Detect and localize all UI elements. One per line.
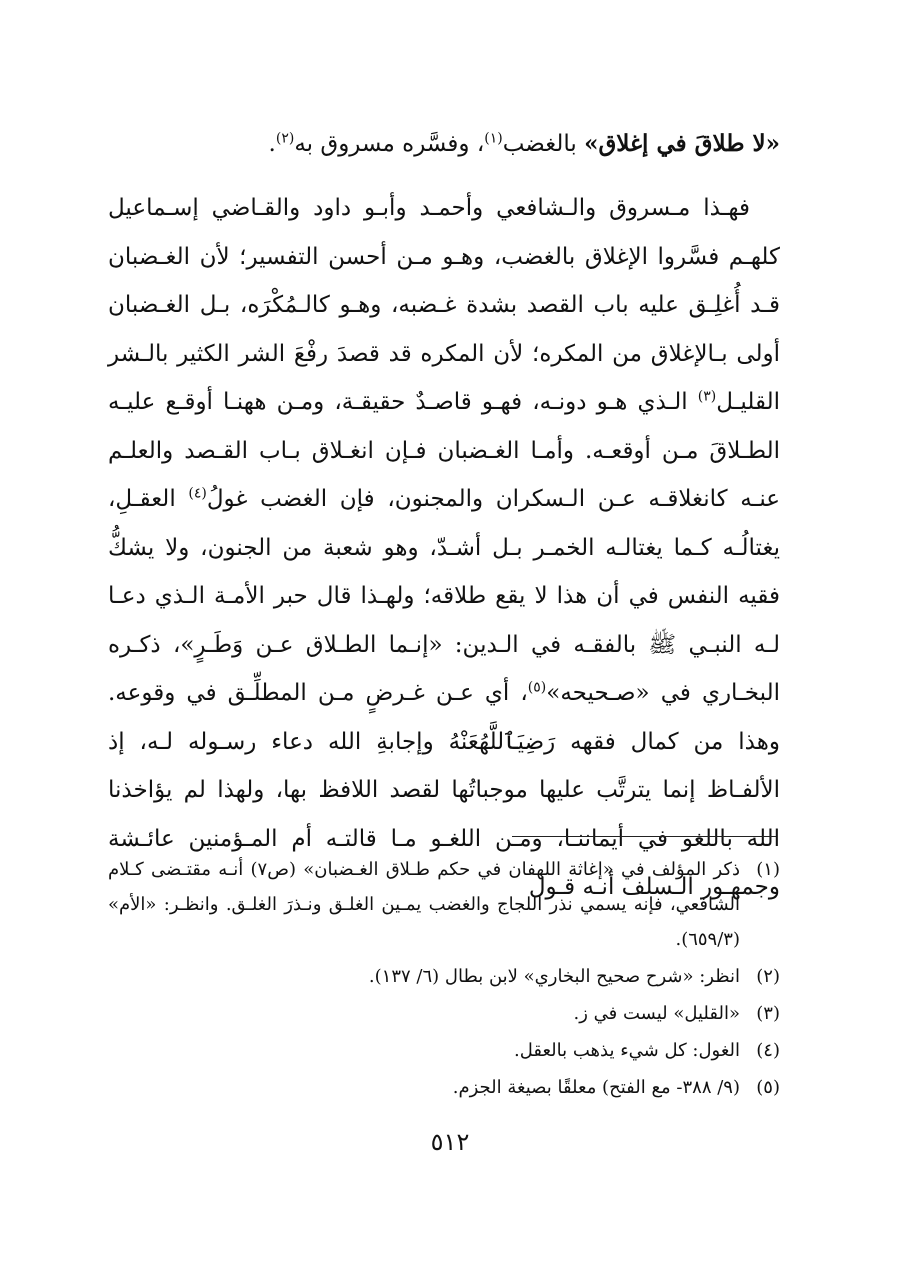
- footnote-item-2: [108, 959, 780, 994]
- footnote-text: (٩/ ٣٨٨- مع الفتح) معلقًا بصيغة الجزم.: [452, 1077, 740, 1098]
- footnote-text: الغول: كل شيء يذهب بالعقل.: [514, 1040, 740, 1061]
- opening-text-a: بالغضب: [502, 131, 585, 157]
- footnote-number: (٢): [756, 966, 780, 987]
- footnote-item-4: [108, 1033, 780, 1068]
- footnote-ref-1[interactable]: (١): [484, 130, 503, 147]
- paragraph-part-3: العقـلِ، يغتالُـه كـما يغتالـه الخمـر بـل أشـدّ، وهو شعبة من الجنون، ولا يشكُّ فقيه النفس في أن هذا لا يقع طلاقه؛ ولهـذا قال حبر الأمـة الـذي دعـا لـه النبـي ﷺ بالفقـه في الـدين: «إنـما الطـلاق عـن وَطَـرٍ»، ذكـره البخـاري في «صـحيحه»: [108, 486, 780, 706]
- footnote-ref-4[interactable]: (٤): [188, 485, 207, 502]
- footnote-separator: [512, 836, 776, 837]
- footnote-text: ذكر المؤلف في «إغاثة اللهفان في حكم طـلاق الغـضبان» (ص٧) أنـه مقتـضى كـلام الشافعي، فإنه يسمي نذر اللجاج والغضب يمـين الغلـق ونـذرَ الغلـق. وانظـر: «الأم» (٦٥٩/٣).: [108, 859, 740, 950]
- footnote-number: (٥): [756, 1077, 780, 1098]
- opening-text-b: ، وفسَّره مسروق به: [294, 131, 485, 157]
- footnotes-list: [108, 852, 780, 1107]
- footnote-number: (٤): [756, 1040, 780, 1061]
- paragraph-part-4: ، أي عـن غـرضٍ مـن المطلِّـق في وقوعه. وهذا من كمال فقهه رَضِيَٱللَّهُعَنْهُ وإجابةِ الله دعاء رسـوله لـه، إذ الألفـاظ إنما يترتَّب عليها موجباتُها لقصد اللافظ بها، ولهذا لم يؤاخذنا الله باللغو في أيماننـا، ومـن اللغـو مـا قالتـه أم المـؤمنين عائـشة وجمهـور الـسلف أنـه قـول: [108, 680, 780, 900]
- main-paragraph: [108, 184, 780, 912]
- opening-text-c: .: [268, 131, 276, 157]
- footnote-item-5: [108, 1070, 780, 1105]
- paragraph-part-1: فهـذا مـسروق والـشافعي وأحمـد وأبـو داود والقـاضي إسـماعيل كلهـم فسَّروا الإغلاق بالغضب، وهـو مـن أحسن التفسير؛ لأن الغـضبان قـد أُغلِـق عليه باب القصد بشدة غـضبه، وهـو كالـمُكْرَه، بـل الغـضبان أولى بـالإغلاق من المكره؛ لأن المكره قد قصدَ رفْعَ الشر الكثير بالـشر القليـل: [108, 195, 780, 415]
- footnote-text: «القليل» ليست في ز.: [573, 1003, 740, 1024]
- main-text-body: [108, 120, 780, 912]
- footnote-number: (٣): [756, 1003, 780, 1024]
- paragraph-part-2: الـذي هـو دونـه، فهـو قاصـدٌ حقيقـة، ومـن ههنـا أوقـع عليـه الطـلاقَ مـن أوقعـه. وأمـا الغـضبان فـإن انغـلاق بـاب القـصد والعلـم عنـه كانغلاقـه عـن الـسكران والمجنون، فإن الغضب غولُ: [108, 389, 780, 512]
- footnote-number: (١): [756, 859, 780, 880]
- footnote-text: انظر: «شرح صحيح البخاري» لابن بطال (٦/ ١٣٧).: [368, 966, 740, 987]
- footnote-item-1: [108, 852, 780, 957]
- hadith-quote: «لا طلاقَ في إغلاق»: [584, 130, 780, 157]
- footnote-item-3: [108, 996, 780, 1031]
- footnote-ref-3[interactable]: (٣): [697, 388, 717, 405]
- footnote-ref-5[interactable]: (٥): [527, 679, 547, 696]
- opening-line: [108, 120, 780, 168]
- footnote-ref-2[interactable]: (٢): [275, 130, 295, 147]
- page-number: ٥١٢: [430, 1128, 470, 1156]
